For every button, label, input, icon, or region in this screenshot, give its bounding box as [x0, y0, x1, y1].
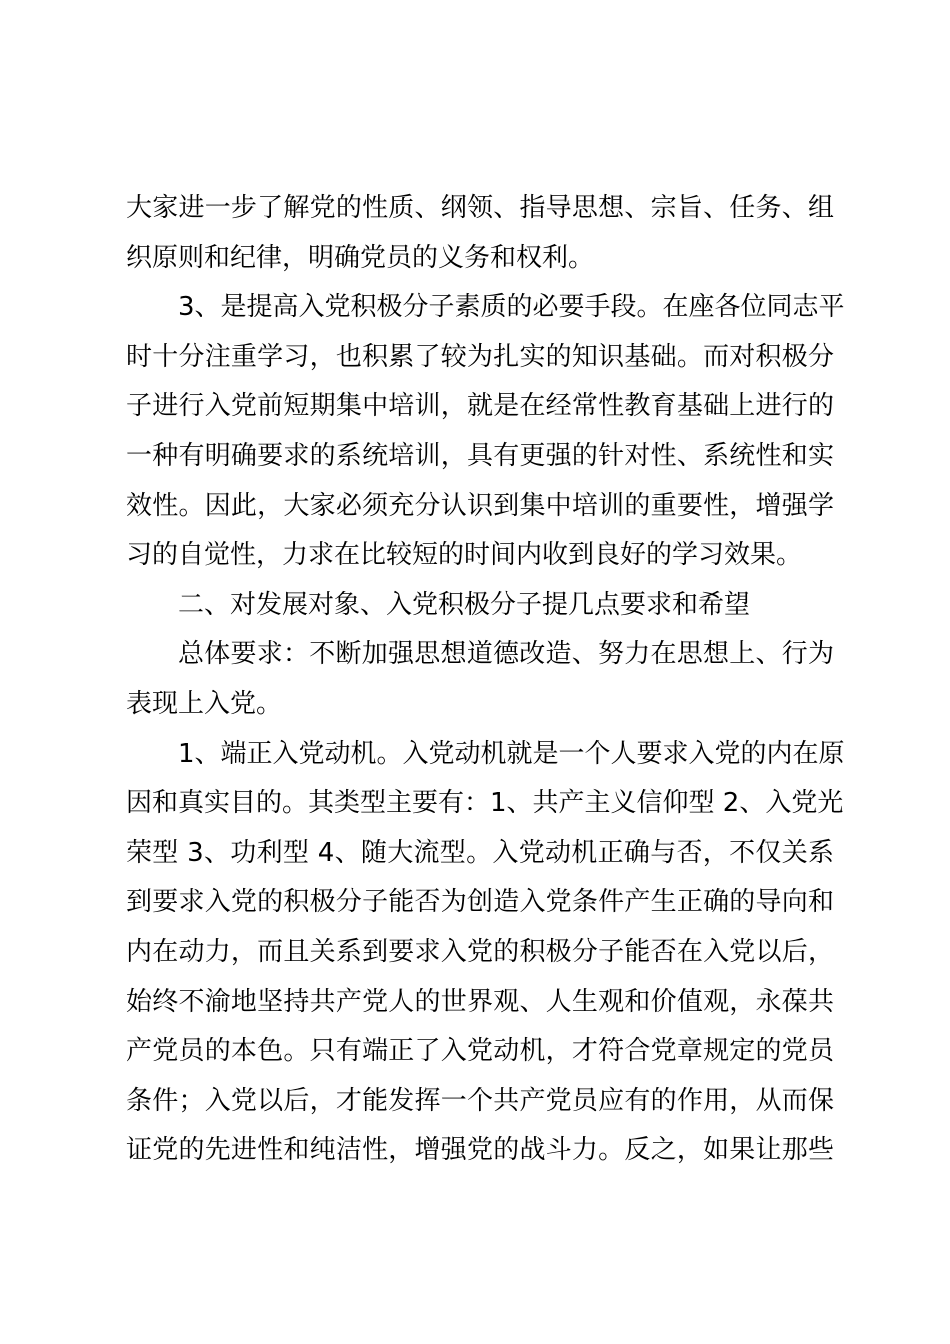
- text-line: 到要求入党的积极分子能否为创造入党条件产生正确的导向和: [126, 887, 834, 918]
- paragraph-point-3: [126, 283, 845, 581]
- text-line: 效性。因此，大家必须充分认识到集中培训的重要性，增强学: [126, 490, 834, 521]
- text-line: 织原则和纪律，明确党员的义务和权利。: [126, 242, 595, 273]
- text-line: 大家进一步了解党的性质、纲领、指导思想、宗旨、任务、组: [126, 193, 834, 223]
- text-line: 一种有明确要求的系统培训，具有更强的针对性、系统性和实: [126, 440, 834, 471]
- text-line: 证党的先进性和纯洁性，增强党的战斗力。反之，如果让那些: [126, 1135, 834, 1166]
- text-line: 始终不渝地坚持共产党人的世界观、人生观和价值观，永葆共: [126, 986, 834, 1017]
- text-line: 荣型 3、功利型 4、随大流型。入党动机正确与否，不仅关系: [126, 837, 834, 868]
- text-line: 总体要求：不断加强思想道德改造、努力在思想上、行为: [178, 639, 834, 670]
- text-line: 产党员的本色。只有端正了入党动机，才符合党章规定的党员: [126, 1036, 834, 1067]
- text-line: 习的自觉性，力求在比较短的时间内收到良好的学习效果。: [126, 540, 803, 571]
- paragraph-overall-requirement: [126, 630, 834, 729]
- section-heading-2: [126, 581, 834, 631]
- text-line: 条件；入党以后，才能发挥一个共产党员应有的作用，从而保: [126, 1085, 834, 1116]
- text-line: 子进行入党前短期集中培训，就是在经常性教育基础上进行的: [126, 391, 834, 422]
- document-body: [126, 184, 845, 1176]
- text-line: 因和真实目的。其类型主要有：1、共产主义信仰型 2、入党光: [126, 788, 844, 819]
- text-line: 1、端正入党动机。入党动机就是一个人要求入党的内在原: [178, 738, 845, 769]
- text-line: 内在动力，而且关系到要求入党的积极分子能否在入党以后，: [126, 936, 834, 967]
- paragraph-point-1: [126, 730, 845, 1176]
- text-line: 3、是提高入党积极分子素质的必要手段。在座各位同志平: [178, 292, 845, 323]
- heading-line: 二、对发展对象、入党积极分子提几点要求和希望: [178, 589, 751, 620]
- paragraph-continuation: [126, 184, 834, 283]
- text-line: 时十分注重学习，也积累了较为扎实的知识基础。而对积极分: [126, 341, 834, 372]
- text-line: 表现上入党。: [126, 688, 283, 719]
